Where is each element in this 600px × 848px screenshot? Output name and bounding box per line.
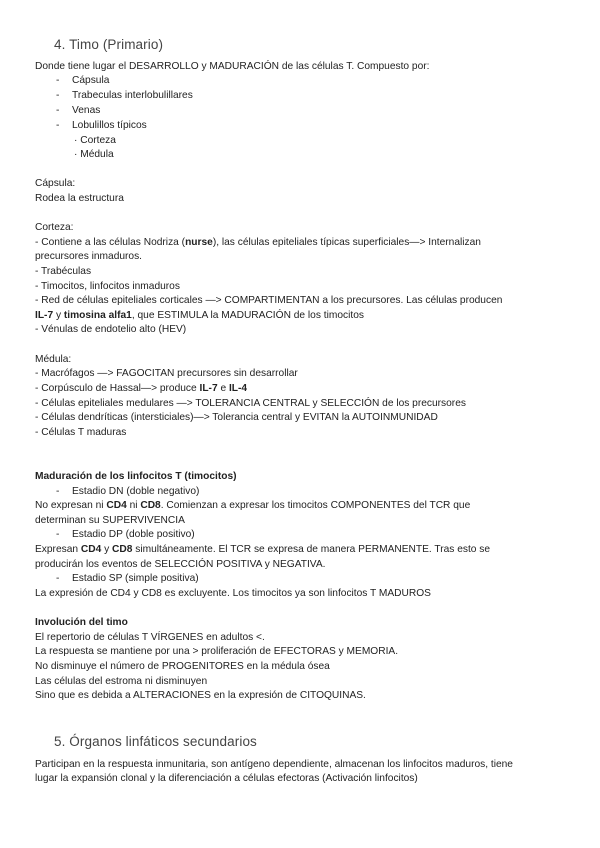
bullet-dash: - [56, 529, 60, 540]
stage-dn-label: Estadio DN (doble negativo) [72, 486, 200, 497]
section-5-title: 5. Órganos linfáticos secundarios [54, 734, 257, 749]
subitem-corteza: · Corteza [74, 135, 116, 146]
involucion-line: Las células del estroma ni disminuyen [35, 676, 208, 687]
stage-sp-label: Estadio SP (simple positiva) [72, 573, 199, 584]
sec5-line: lugar la expansión clonal y la diferenciación a células efectoras (Activación linfocitos) [35, 773, 418, 784]
medula-line: - Corpúsculo de Hassal—> produce IL-7 e IL-4 [35, 383, 248, 394]
stage-dp-text: Expresan CD4 y CD8 simultáneamente. El TCR se expresa de manera PERMANENTE. Tras esto se [35, 544, 491, 555]
medula-line: - Células dendríticas (intersticiales)—> Tolerancia central y EVITAN la AUTOINMUNIDAD [35, 412, 438, 423]
bullet-dash: - [56, 105, 60, 116]
stage-dp-text: producirán los eventos de SELECCIÓN POSITIVA y NEGATIVA. [35, 559, 326, 570]
bullet-venas: Venas [72, 105, 101, 116]
involucion-line: El repertorio de células T VÍRGENES en adultos <. [35, 632, 265, 643]
corteza-line: - Contiene a las células Nodriza (nurse), las células epiteliales típicas superficiales—> Internalizan [35, 237, 481, 248]
involucion-heading: Involución del timo [35, 617, 128, 628]
medula-heading: Médula: [35, 354, 72, 365]
bullet-dash: - [56, 75, 60, 86]
stage-sp-text: La expresión de CD4 y CD8 es excluyente. Los timocitos ya son linfocitos T MADUROS [35, 588, 431, 599]
maduracion-heading: Maduración de los linfocitos T (timocitos) [35, 471, 237, 482]
bullet-dash: - [56, 90, 60, 101]
bullet-dash: - [56, 120, 60, 131]
bullet-dash: - [56, 486, 60, 497]
capsula-heading: Cápsula: [35, 178, 76, 189]
corteza-line: - Timocitos, linfocitos inmaduros [35, 281, 180, 292]
involucion-line: Sino que es debida a ALTERACIONES en la expresión de CITOQUINAS. [35, 690, 366, 701]
corteza-line: precursores inmaduros. [35, 251, 143, 262]
corteza-line: - Trabéculas [35, 266, 92, 277]
medula-line: - Células T maduras [35, 427, 127, 438]
bullet-lobulillos: Lobulillos típicos [72, 120, 147, 131]
thymus-intro: Donde tiene lugar el DESARROLLO y MADURACIÓN de las células T. Compuesto por: [35, 61, 430, 72]
medula-line: - Células epiteliales medulares —> TOLERANCIA CENTRAL y SELECCIÓN de los precursores [35, 398, 466, 409]
sec5-line: Participan en la respuesta inmunitaria, son antígeno dependiente, almacenan los linfocitos maduros, tiene [35, 759, 513, 770]
involucion-line: No disminuye el número de PROGENITORES en la médula ósea [35, 661, 330, 672]
corteza-line: - Vénulas de endotelio alto (HEV) [35, 324, 187, 335]
medula-line: - Macrófagos —> FAGOCITAN precursores sin desarrollar [35, 368, 298, 379]
corteza-line: IL-7 y timosina alfa1, que ESTIMULA la MADURACIÓN de los timocitos [35, 310, 364, 321]
stage-dn-text: No expresan ni CD4 ni CD8. Comienzan a expresar los timocitos COMPONENTES del TCR que [35, 500, 471, 511]
subitem-medula: · Médula [74, 149, 114, 160]
corteza-line: - Red de células epiteliales corticales —> COMPARTIMENTAN a los precursores. Las células producen [35, 295, 503, 306]
bullet-capsula: Cápsula [72, 75, 110, 86]
involucion-line: La respuesta se mantiene por una > proliferación de EFECTORAS y MEMORIA. [35, 646, 399, 657]
section-4-title: 4. Timo (Primario) [54, 37, 164, 52]
corteza-heading: Corteza: [35, 222, 74, 233]
stage-dn-text: determinan su SUPERVIVENCIA [35, 515, 185, 526]
bullet-dash: - [56, 573, 60, 584]
bullet-trabeculas: Trabeculas interlobulillares [72, 90, 193, 101]
capsula-text: Rodea la estructura [35, 193, 124, 204]
stage-dp-label: Estadio DP (doble positivo) [72, 529, 195, 540]
